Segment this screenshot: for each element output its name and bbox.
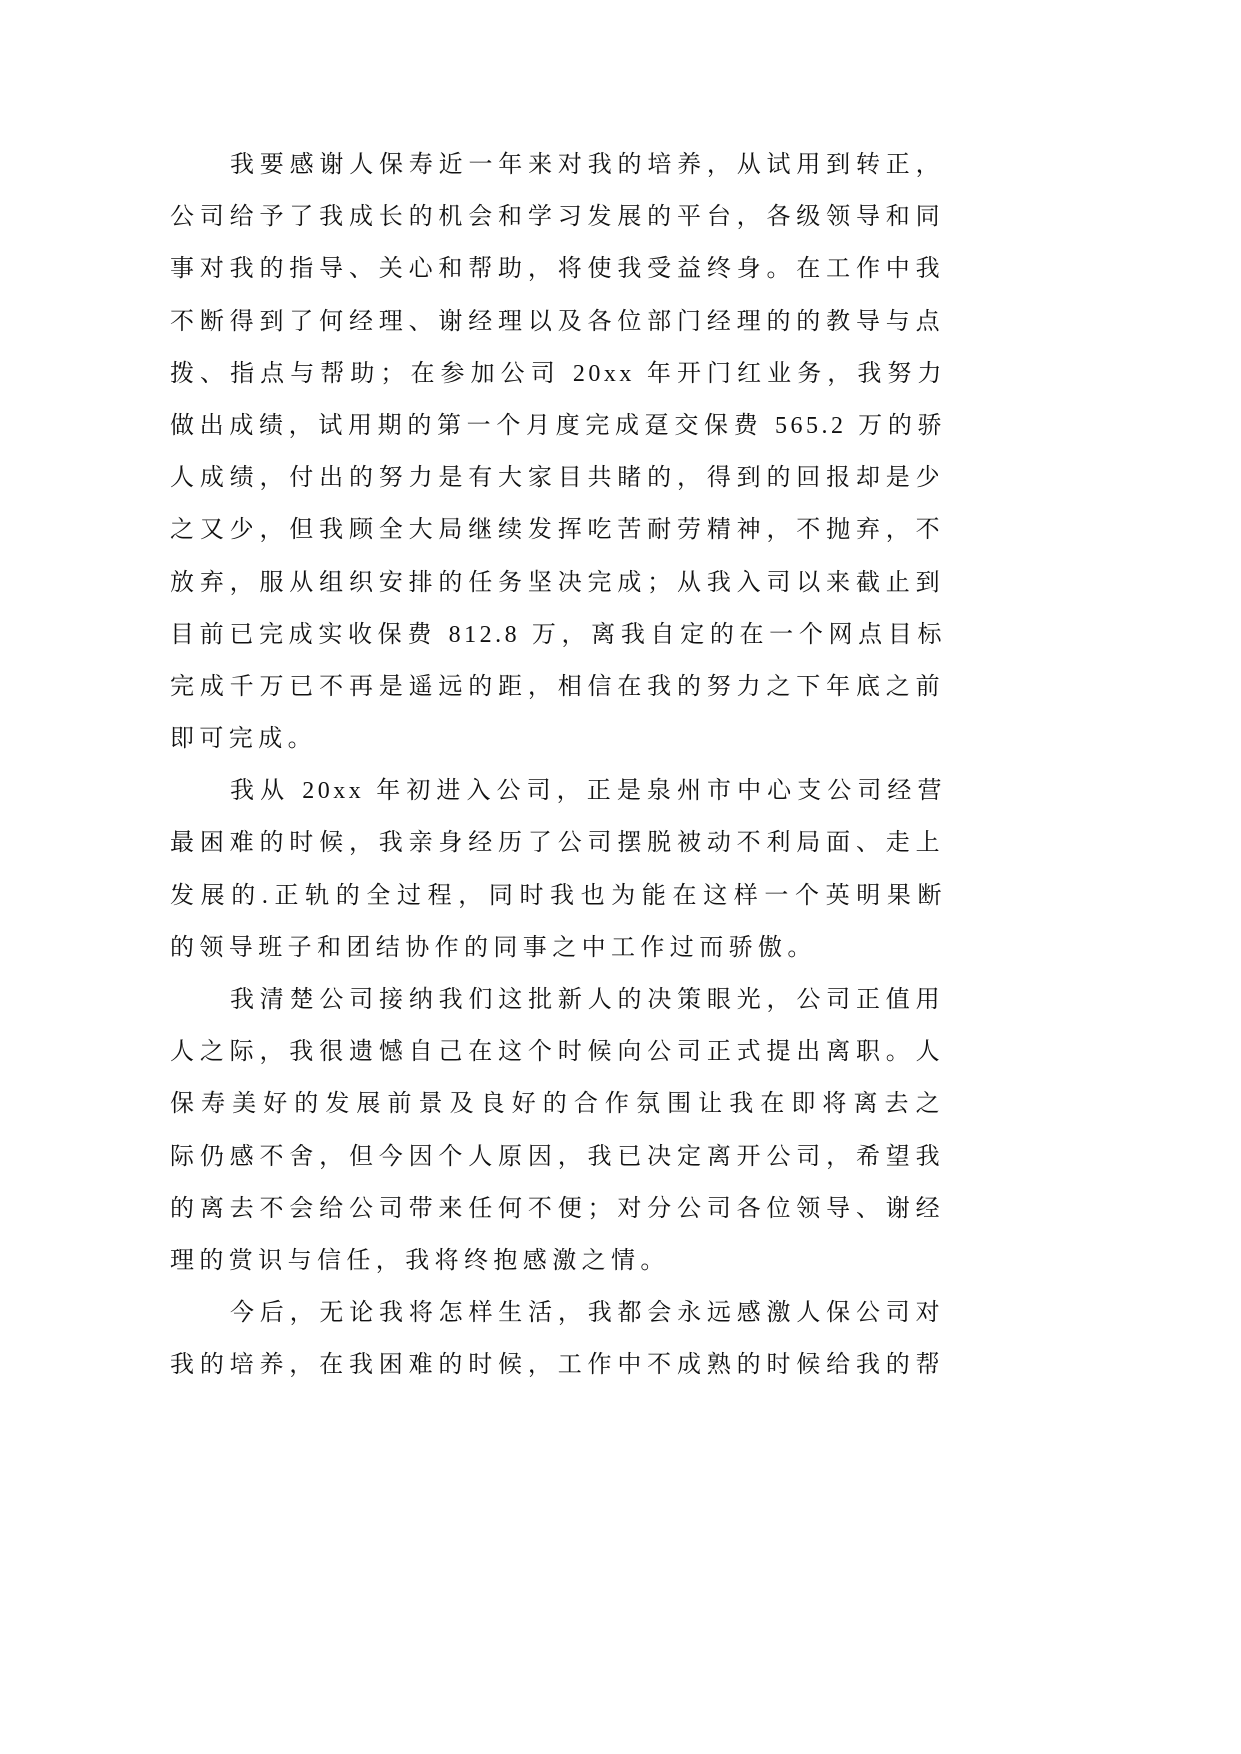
text-line: 放弃，服从组织安排的任务坚决完成；从我入司以来截止到	[170, 569, 945, 596]
text-line: 人之际，我很遗憾自己在这个时候向公司正式提出离职。人	[170, 1039, 945, 1066]
text-line: 事对我的指导、关心和帮助，将使我受益终身。在工作中我	[170, 256, 945, 283]
text-line: 我的培养，在我困难的时候，工作中不成熟的时候给我的帮	[170, 1352, 945, 1379]
paragraph-1	[170, 139, 945, 765]
paragraph-4	[170, 1287, 945, 1391]
text-line: 不断得到了何经理、谢经理以及各位部门经理的的教导与点	[170, 308, 945, 335]
text-line: 我要感谢人保寿近一年来对我的培养，从试用到转正，	[230, 152, 945, 178]
text-line: 我清楚公司接纳我们这批新人的决策眼光，公司正值用	[230, 987, 945, 1013]
paragraph-2	[170, 765, 945, 974]
text-line: 际仍感不舍，但今因个人原因，我已决定离开公司，希望我	[170, 1143, 945, 1170]
text-line: 的领导班子和团结协作的同事之中工作过而骄傲。	[170, 934, 817, 961]
text-line: 今后，无论我将怎样生活，我都会永远感激人保公司对	[230, 1300, 945, 1327]
paragraph-3	[170, 974, 945, 1287]
text-line: 理的赏识与信任，我将终抱感激之情。	[170, 1247, 670, 1274]
text-line: 做出成绩，试用期的第一个月度完成趸交保费 565.2 万的骄	[170, 412, 945, 439]
text-line: 保寿美好的发展前景及良好的合作氛围让我在即将离去之	[170, 1091, 945, 1118]
text-line: 即可完成。	[170, 726, 317, 753]
text-line: 发展的.正轨的全过程，同时我也为能在这样一个英明果断	[170, 882, 945, 909]
text-line: 最困难的时候，我亲身经历了公司摆脱被动不利局面、走上	[170, 830, 945, 857]
text-line: 我从 20xx 年初进入公司，正是泉州市中心支公司经营	[230, 778, 945, 805]
text-line: 拨、指点与帮助；在参加公司 20xx 年开门红业务，我努力	[170, 360, 945, 387]
document-body	[170, 139, 945, 1392]
text-line: 目前已完成实收保费 812.8 万，离我自定的在一个网点目标	[170, 621, 945, 648]
text-line: 之又少，但我顾全大局继续发挥吃苦耐劳精神，不抛弃，不	[170, 517, 945, 544]
text-line: 人成绩，付出的努力是有大家目共睹的，得到的回报却是少	[170, 465, 945, 492]
text-line: 完成千万已不再是遥远的距，相信在我的努力之下年底之前	[170, 673, 945, 700]
text-line: 的离去不会给公司带来任何不便；对分公司各位领导、谢经	[170, 1195, 945, 1222]
text-line: 公司给予了我成长的机会和学习发展的平台，各级领导和同	[170, 204, 945, 231]
